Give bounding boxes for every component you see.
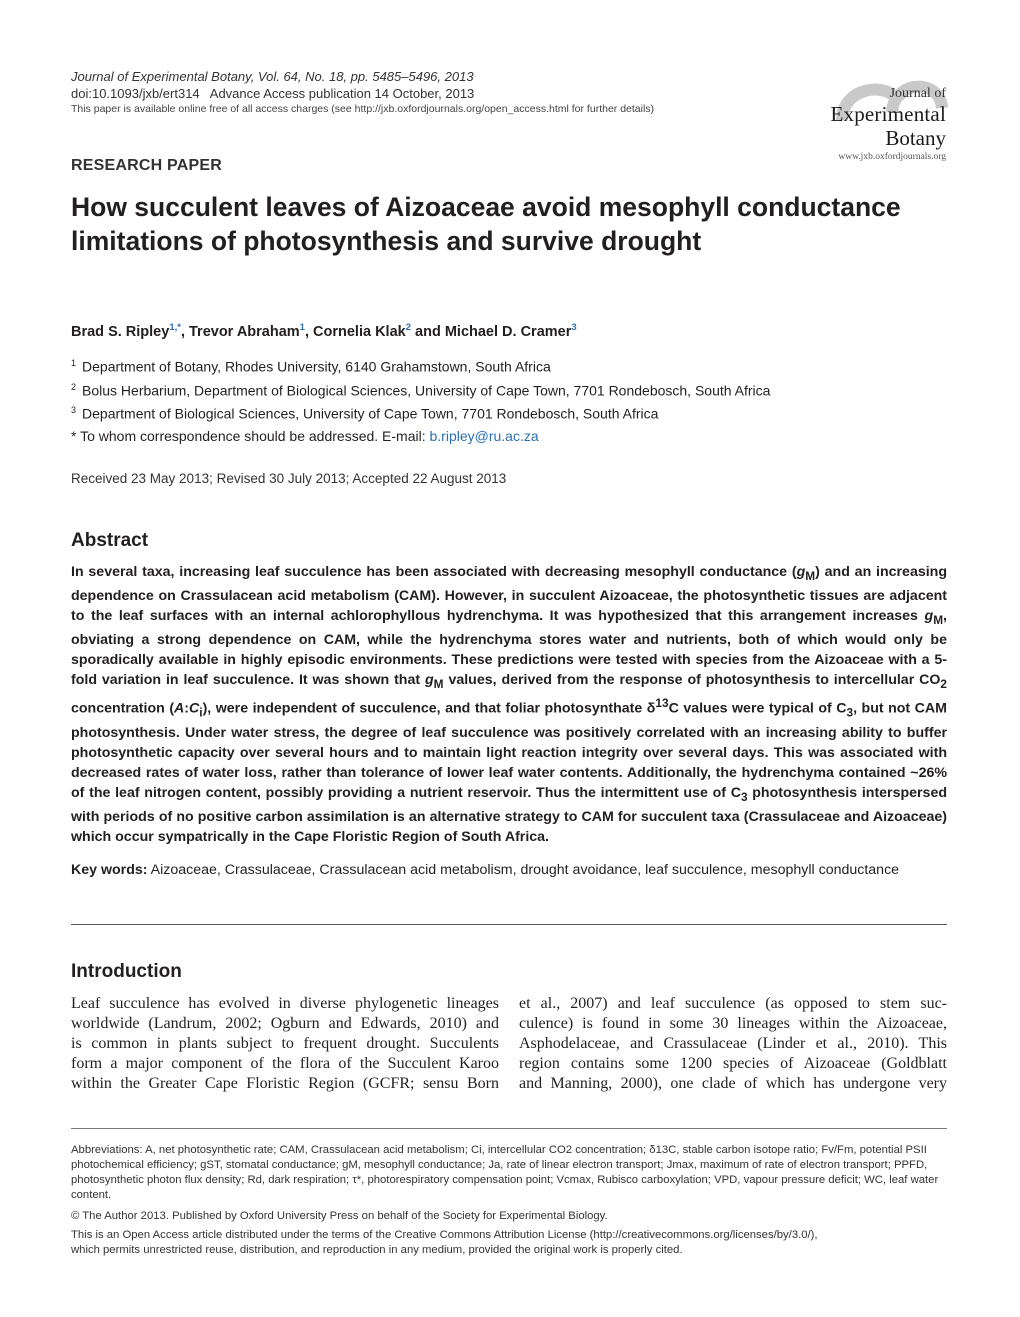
license-line: which permits unrestricted reuse, distribution, and reproduction in any medium, provided the original work is properly cited. xyxy=(71,1244,683,1256)
journal-header xyxy=(71,68,654,116)
article-dates: Received 23 May 2013; Revised 30 July 2013; Accepted 22 August 2013 xyxy=(71,471,507,486)
doi-line: doi:10.1093/jxb/ert314 Advance Access publication 14 October, 2013 xyxy=(71,86,475,101)
logo-botany: Botany xyxy=(885,126,946,150)
affiliation-item: $^1$ Department of Botany, Rhodes University, 6140 Grahamstown, South Africa xyxy=(71,358,551,375)
keywords-text: Aizoaceae, Crassulaceae, Crassulacean acid metabolism, drought avoidance, leaf succulence, mesophyll conductance xyxy=(147,862,900,878)
section-divider xyxy=(71,924,947,925)
correspondence-note: * To whom correspondence should be addressed. E-mail: b.ripley@ru.ac.za xyxy=(71,428,539,444)
intro-line: Leaf succulence has evolved in diverse phylogenetic lineages xyxy=(71,995,499,1012)
intro-column-right xyxy=(519,994,947,1094)
email-link[interactable]: b.ripley@ru.ac.za xyxy=(429,428,539,444)
abbreviations-footnote: Abbreviations: A, net photosynthetic rate; CAM, Crassulacean acid metabolism; Ci, intercellular CO2 concentration; δ13C, stable carbon isotope ratio; Fv/Fm, potential PSII photochemical efficiency; gST, stomatal conductance; gM, mesophyll conductance; Ja, rate of linear electron transport; Jmax, maximum of rate of electron transport; PPFD, photosynthetic photon flux density; Rd, dark respiration; τ*, photorespiratory compensation point; Vcmax, Rubisco carboxylation; VPD, vapour pressure deficit; WC, leaf water content. xyxy=(71,1144,939,1201)
author-name[interactable]: Brad S. Ripley xyxy=(71,323,170,340)
article-title: How succulent leaves of Aizoaceae avoid mesophyll conductance limitations of photosynthesis and survive drought xyxy=(71,192,901,256)
author-affil-sup[interactable]: 1,* xyxy=(169,322,181,333)
access-line: This paper is available online free of all access charges (see http://jxb.oxfordjournals.org/open_access.html for further details) xyxy=(71,103,655,115)
intro-line: et al., 2007) and leaf succulence (as opposed to stem suc- xyxy=(519,995,947,1012)
copyright-line: © The Author 2013. Published by Oxford University Press on behalf of the Society for Experimental Biology. xyxy=(71,1210,608,1222)
intro-line: within the Greater Cape Floristic Region (GCFR; sensu Born xyxy=(71,1075,499,1092)
logo-url: www.jxb.oxfordjournals.org xyxy=(838,152,946,162)
author-affil-sup[interactable]: 2 xyxy=(405,322,411,333)
affiliation-item: $^3$ Department of Biological Sciences, University of Cape Town, 7701 Rondebosch, South Africa xyxy=(71,405,659,422)
author-affil-sup[interactable]: 1 xyxy=(299,322,305,333)
article-type: RESEARCH PAPER xyxy=(71,157,222,174)
intro-line: form a major component of the flora of the Succulent Karoo xyxy=(71,1055,499,1072)
intro-line: and Manning, 2000), one clade of which has undergone very xyxy=(519,1075,947,1092)
logo-experimental: Experimental xyxy=(830,102,946,126)
introduction-heading: Introduction xyxy=(71,961,182,982)
license-line: This is an Open Access article distributed under the terms of the Creative Commons Attribution License (http://creativecommons.org/licenses/by/3.0/), xyxy=(71,1229,818,1241)
journal-citation: Journal of Experimental Botany, Vol. 64, No. 18, pp. 5485–5496, 2013 xyxy=(71,69,474,84)
logo-journal-of: Journal of xyxy=(889,86,946,101)
intro-line: is common in plants subject to frequent drought. Succulents xyxy=(71,1035,499,1052)
author-affil-sup[interactable]: 3 xyxy=(571,322,577,333)
keywords-label: Key words: xyxy=(71,862,148,878)
intro-line: culence) is found in some 30 lineages within the Aizoaceae, xyxy=(519,1015,947,1032)
affiliations xyxy=(71,353,770,424)
abstract-heading: Abstract xyxy=(71,530,149,551)
affiliation-item: $^2$ Bolus Herbarium, Department of Biological Sciences, University of Cape Town, 7701 Rondebosch, South Africa xyxy=(71,381,771,399)
intro-column-left xyxy=(71,994,499,1094)
author-name[interactable]: Cornelia Klak xyxy=(313,323,406,340)
abstract-body: In several taxa, increasing leaf succulence has been associated with decreasing mesophyll conductance $(g_M)$ and an increasing dependence on Crassulacean acid metabolism (CAM). However, in succulent Aizoaceae, the photosynthetic tissues are adjacent to the leaf surfaces with an internal achlorophyllous hydrenchyma. It was hypothesized that this arrangement increases $g_M$, obviating a strong dependence on CAM, while the hydrenchyma stores water and nutrients, both of which would only be sporadically available in highly episodic environments. These predictions were tested with species from the Aizoaceae with a 5-fold variation in leaf succulence. It was shown that $g_M$ values, derived from the response of photosynthesis to intercellular $CO_2$ concentration $(A:C_i)$, were independent of succulence, and that foliar photosynthate $\delta^{13}C$ values were typical of $C_3$, but not CAM photosynthesis. Under water stress, the degree of leaf succulence was positively correlated with an increasing ability to buffer photosynthetic capacity over several hours and to maintain light reaction integrity over several days. This was associated with decreased rates of water loss, rather than tolerance of lower leaf water contents. Additionally, the hydrenchyma contained ~26% of the leaf nitrogen content, possibly providing a nutrient reservoir. Thus the intermittent use of $C_3$ photosynthesis interspersed with periods of no positive carbon assimilation is an alternative strategy to CAM for succulent taxa (Crassulaceae and Aizoaceae) which occur sympatrically in the Cape Floristic Region of South Africa. xyxy=(71,564,948,845)
author-list: Brad S. Ripley$^{1,*}$, Trevor Abraham$^1$, Cornelia Klak$^2$ and Michael D. Cramer$^3$ xyxy=(71,322,577,340)
footnote-divider xyxy=(71,1128,947,1129)
intro-line: worldwide (Landrum, 2002; Ogburn and Edwards, 2010) and xyxy=(71,1015,499,1032)
author-name[interactable]: Trevor Abraham xyxy=(189,323,300,340)
journal-logo xyxy=(790,72,950,164)
keywords xyxy=(71,860,947,880)
intro-line: Asphodelaceae, and Crassulaceae (Linder et al., 2010). This xyxy=(519,1035,947,1052)
author-name[interactable]: Michael D. Cramer xyxy=(444,323,572,340)
intro-line: region contains some 1200 species of Aizoaceae (Goldblatt xyxy=(519,1055,947,1072)
